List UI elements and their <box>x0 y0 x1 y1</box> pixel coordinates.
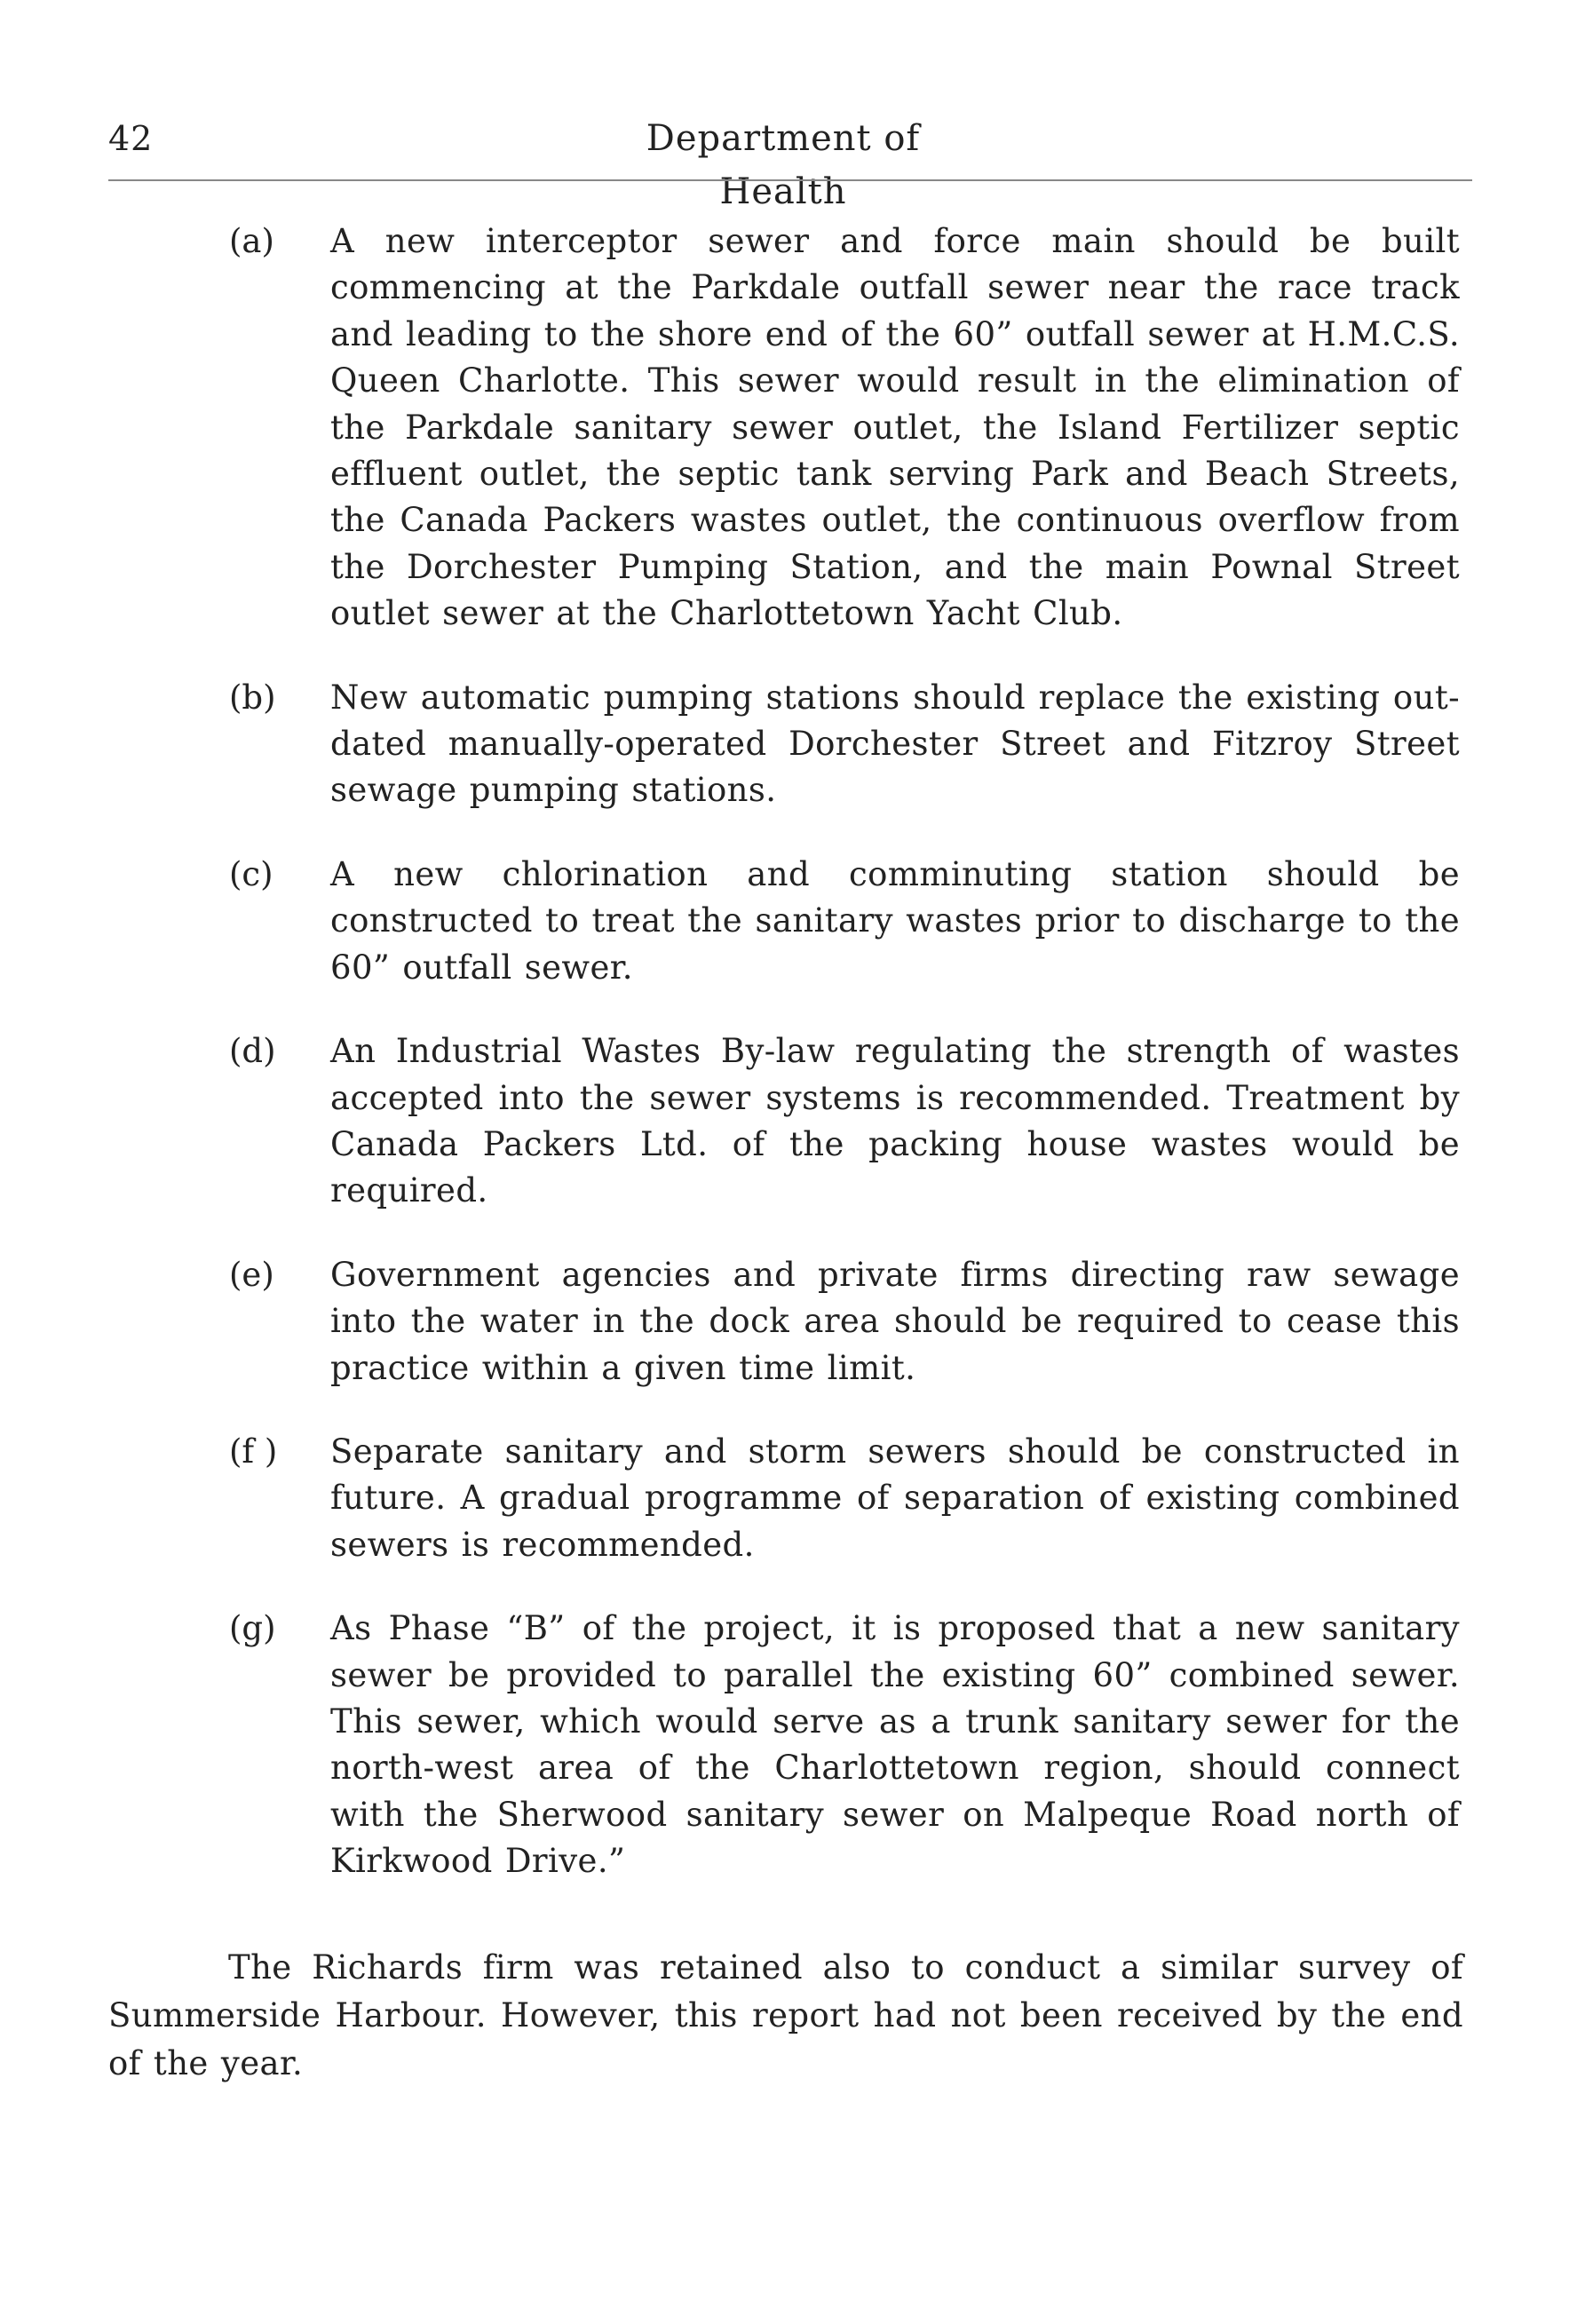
item-label: (a) <box>229 222 274 260</box>
item-text: An Industrial Wastes By-law regulating the strength of wastes accepted into the sewer systems is recommended. Treatment by Canada Packers Ltd. of the packing house wastes would be required. <box>330 1032 1460 1210</box>
header-rule <box>108 179 1472 181</box>
page-number: 42 <box>108 119 154 158</box>
item-text: As Phase “B” of the project, it is proposed that a new sanitary sewer be provided to parallel the existing 60” combined sewer. This sewer, which would serve as a trunk sanitary sewer for the north-west area of the Charlottetown region, should connect with the Sherwood sanitary sewer on Malpeque Road north of Kirkwood Drive.” <box>330 1609 1460 1881</box>
item-text: A new chlorination and comminuting station should be constructed to treat the sanitary wastes prior to discharge to the 60” outfall sewer. <box>330 854 1460 987</box>
item-label: (b) <box>229 678 276 717</box>
running-title: Department of Health <box>646 118 921 212</box>
item-label: (g) <box>229 1609 276 1648</box>
recommendation-list <box>229 218 1463 1923</box>
list-item-a <box>229 218 1463 638</box>
list-item-f <box>229 1429 1463 1568</box>
closing-paragraph: The Richards firm was retained also to conduct a similar survey of Summerside Harbour. However, this report had not been received by the end of the year. <box>108 1948 1463 2082</box>
list-item-d <box>229 1028 1463 1215</box>
item-text: New automatic pumping stations should replace the existing out-dated manually-operated Dorchester Street and Fitzroy Street sewage pumping stations. <box>330 678 1460 810</box>
page-header <box>108 112 1472 212</box>
list-item-c <box>229 852 1463 991</box>
item-text: Government agencies and private firms directing raw sewage into the water in the dock area should be required to cease this practice within a given time limit. <box>330 1255 1460 1387</box>
item-label: (c) <box>229 854 273 893</box>
item-label: (d) <box>229 1032 276 1071</box>
list-item-b <box>229 675 1463 814</box>
item-label: (e) <box>229 1255 274 1294</box>
list-item-g <box>229 1606 1463 1884</box>
item-text: A new interceptor sewer and force main should be built commencing at the Parkdale outfall sewer near the race track and leading to the shore end of the 60” outfall sewer at H.M.C.S. Queen Charlotte. This sewer would result in the elimination of the Parkdale sanitary sewer outlet, the Island Fertilizer septic effluent outlet, the septic tank serving Park and Beach Streets, the Canada Packers wastes outlet, the continuous overflow from the Dorchester Pumping Station, and the main Pownal Street outlet sewer at the Charlottetown Yacht Club. <box>330 222 1460 633</box>
item-label: (f ) <box>229 1432 278 1471</box>
list-item-e <box>229 1252 1463 1392</box>
item-text: Separate sanitary and storm sewers should be constructed in future. A gradual programme of separation of existing combined sewers is recommended. <box>330 1432 1460 1564</box>
